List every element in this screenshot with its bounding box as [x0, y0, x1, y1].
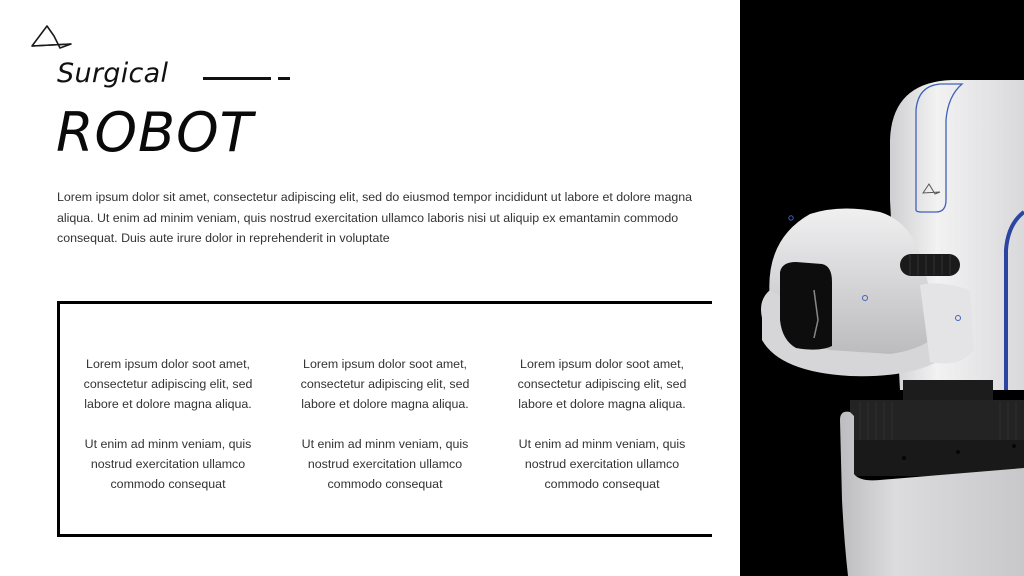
decorative-dash-long [203, 77, 271, 80]
slide-subtitle: Surgical [57, 58, 169, 89]
feature-columns-box [57, 301, 712, 537]
column-paragraph-2: Ut enim ad minm veniam, quis nostrud exercitation ullamco commodo consequat [301, 437, 469, 491]
column-paragraph-1: Lorem ipsum dolor soot amet, consectetur adipiscing elit, sed labore et dolore magna aliqua. [300, 357, 470, 411]
wave-logo-icon [29, 22, 75, 52]
feature-column-1 [68, 354, 268, 494]
column-paragraph-2: Ut enim ad minm veniam, quis nostrud exercitation ullamco commodo consequat [518, 437, 686, 491]
feature-column-2 [285, 354, 485, 494]
slide-title: ROBOT [56, 101, 254, 164]
intro-paragraph: Lorem ipsum dolor sit amet, consectetur adipiscing elit, sed do eiusmod tempor incididunt ut labore et dolore magna aliqua. Ut enim ad minim veniam, quis nostrud exercitation ullamco laboris nisi ut aliquip ex emantamin commodo consequat. Duis aute irure dolor in reprehenderit in voluptate [57, 190, 693, 245]
surgical-robot-image [740, 0, 1024, 576]
column-paragraph-1: Lorem ipsum dolor soot amet, consectetur adipiscing elit, sed labore et dolore magna aliqua. [83, 357, 253, 411]
column-paragraph-1: Lorem ipsum dolor soot amet, consectetur adipiscing elit, sed labore et dolore magna aliqua. [517, 357, 687, 411]
decorative-dash-short [278, 77, 290, 80]
column-paragraph-2: Ut enim ad minm veniam, quis nostrud exercitation ullamco commodo consequat [84, 437, 252, 491]
feature-column-3 [502, 354, 702, 494]
robot-illustration [740, 0, 1024, 576]
